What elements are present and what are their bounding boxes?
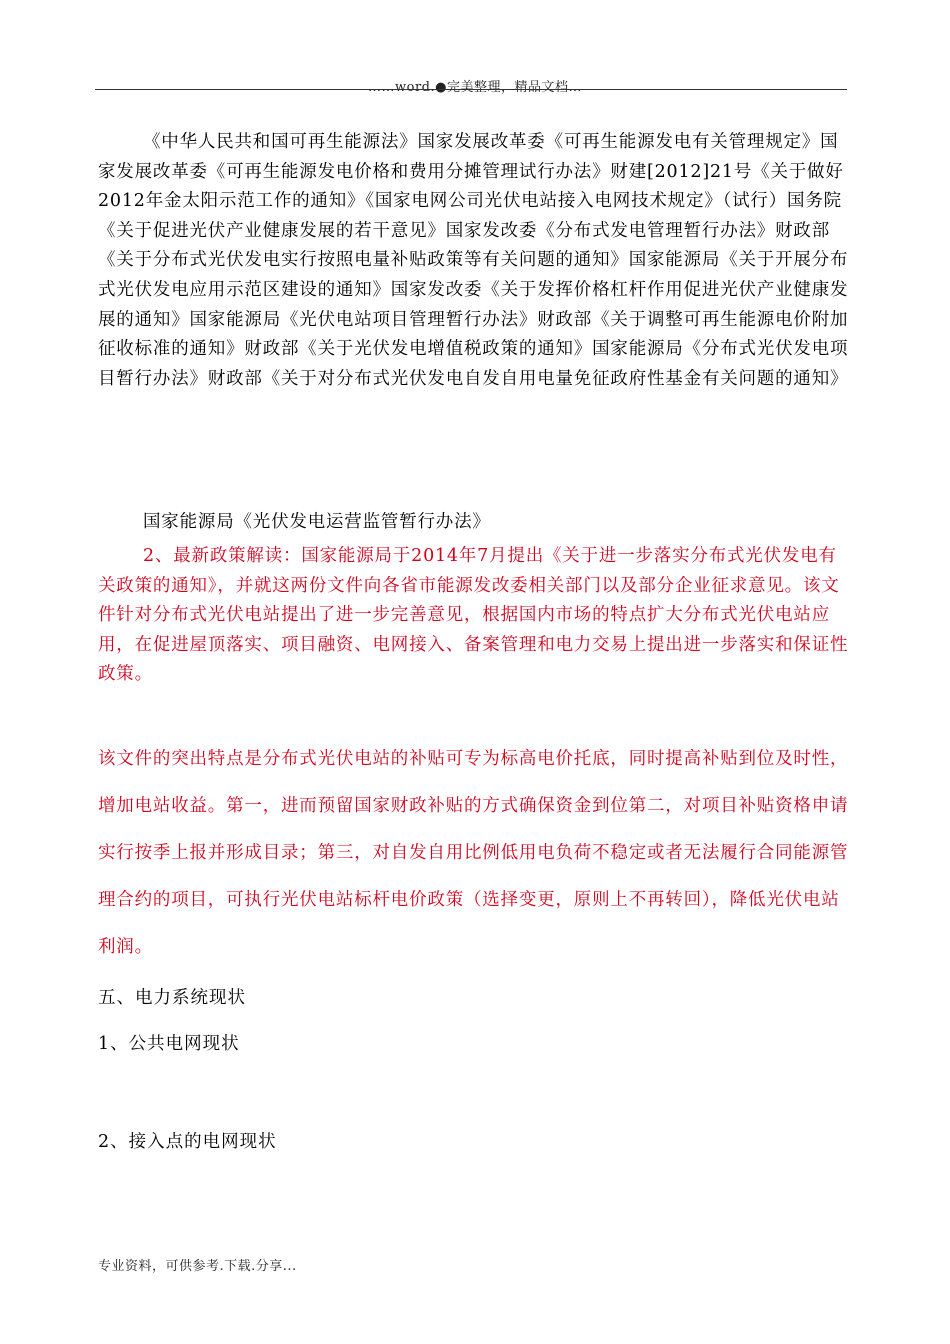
supervision-regulation-paragraph: 国家能源局《光伏发电运营监管暂行办法》	[143, 512, 491, 532]
header-divider	[95, 89, 847, 90]
policy-highlight-paragraph: 该文件的突出特点是分布式光伏电站的补贴可专为标高电价托底，同时提高补贴到位及时性，增加电站收益。第一，进而预留国家财政补贴的方式确保资金到位第二，对项目补贴资格申请实行按季上报并形成目录；第三，对自发自用比例低用电负荷不稳定或者无法履行合同能源管理合约的项目，可执行光伏电站标杆电价政策（选择变更，原则上不再转回），降低光伏电站利润。	[98, 749, 849, 957]
page-header: ……word.●完美整理，精品文档…	[368, 80, 582, 95]
policy-interpretation-paragraph: 2、最新政策解读：国家能源局于2014年7月提出《关于进一步落实分布式光伏发电有关政策的通知》，并就这两份文件向各省市能源发改委相关部门以及部分企业征求意见。该文件针对分布式光伏电站提出了进一步完善意见，根据国内市场的特点扩大分布式光伏电站应用，在促进屋顶落实、项目融资、电网接入、备案管理和电力交易上提出进一步落实和保证性政策。	[98, 546, 849, 685]
section-title-power-system: 五、电力系统现状	[98, 988, 246, 1008]
page-footer: 专业资料，可供参考.下载.分享...	[98, 1259, 297, 1274]
laws-regulations-paragraph: 《中华人民共和国可再生能源法》国家发展改革委《可再生能源发电有关管理规定》国家发展改革委《可再生能源发电价格和费用分摊管理试行办法》财建[2012]21号《关于做好2012年金太阳示范工作的通知》《国家电网公司光伏电站接入电网技术规定》（试行）国务院《关于促进光伏产业健康发展的若干意见》国家发改委《分布式发电管理暂行办法》财政部《关于分布式光伏发电实行按照电量补贴政策等有关问题的通知》国家能源局《关于开展分布式光伏发电应用示范区建设的通知》国家发改委《关于发挥价格杠杆作用促进光伏产业健康发展的通知》国家能源局《光伏电站项目管理暂行办法》财政部《关于调整可再生能源电价附加征收标准的通知》财政部《关于光伏发电增值税政策的通知》国家能源局《分布式光伏发电项目暂行办法》财政部《关于对分布式光伏发电自发自用电量免征政府性基金有关问题的通知》	[98, 132, 849, 389]
section-title-public-grid: 1、公共电网现状	[98, 1034, 240, 1054]
section-title-access-point-grid: 2、接入点的电网现状	[98, 1132, 277, 1152]
